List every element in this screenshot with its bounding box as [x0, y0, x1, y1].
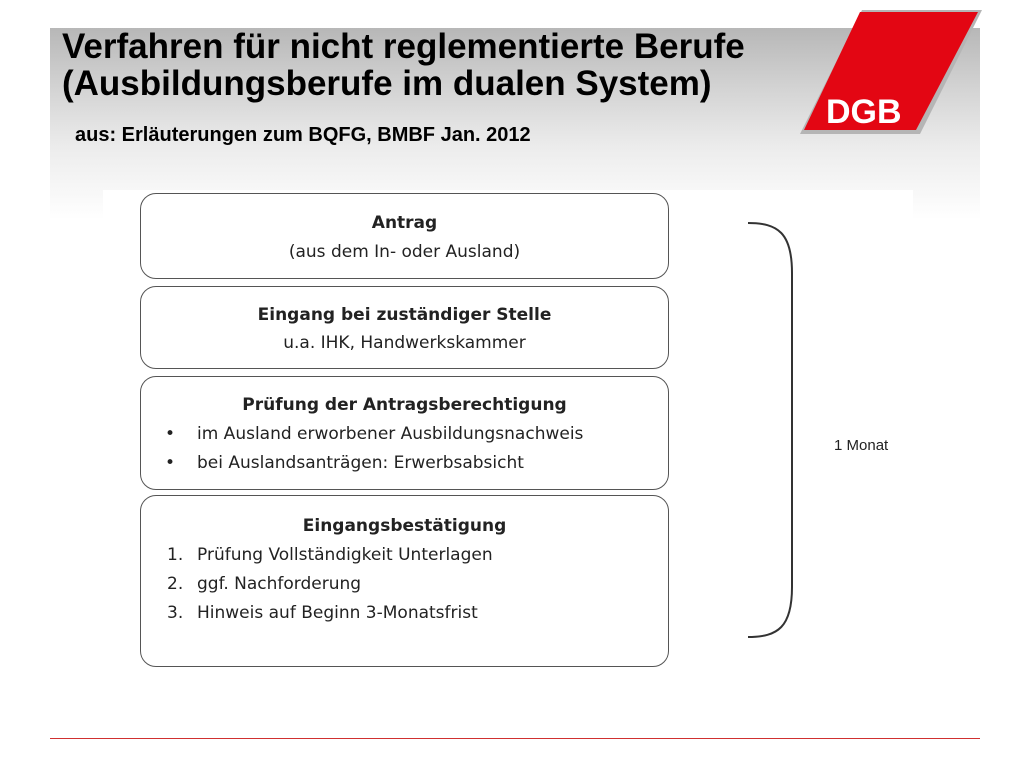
step-title: Antrag	[371, 213, 438, 233]
list-number: 2.	[167, 574, 184, 594]
list-item-text: Hinweis auf Beginn 3-Monatsfrist	[197, 603, 478, 623]
bullet-icon: •	[165, 424, 176, 444]
bullet-list	[141, 420, 668, 478]
list-item-text: bei Auslandsanträgen: Erwerbsabsicht	[197, 453, 524, 473]
list-item	[167, 599, 668, 628]
list-item	[167, 541, 668, 570]
page-subtitle: aus: Erläuterungen zum BQFG, BMBF Jan. 2012	[75, 124, 531, 146]
step-title: Prüfung der Antragsberechtigung	[242, 395, 567, 415]
step-box-antrag	[140, 193, 669, 279]
list-item	[165, 420, 668, 449]
list-item-text: im Ausland erworbener Ausbildungsnachweis	[197, 424, 584, 444]
logo-text: DGB	[826, 93, 902, 131]
duration-label: 1 Monat	[834, 437, 889, 454]
bullet-icon: •	[165, 453, 176, 473]
list-number: 1.	[167, 545, 184, 565]
list-number: 3.	[167, 603, 184, 623]
numbered-list	[141, 541, 668, 628]
list-item	[167, 570, 668, 599]
page-title	[62, 28, 745, 102]
title-line-1: Verfahren für nicht reglementierte Berufe	[62, 27, 745, 66]
list-item-text: ggf. Nachforderung	[197, 574, 362, 594]
step-text: u.a. IHK, Handwerkskammer	[283, 333, 526, 353]
step-box-eingang	[140, 286, 669, 369]
step-title: Eingangsbestätigung	[302, 516, 507, 536]
right-brace	[740, 215, 800, 645]
title-line-2: (Ausbildungsberufe im dualen System)	[62, 64, 712, 103]
list-item-text: Prüfung Vollständigkeit Unterlagen	[197, 545, 493, 565]
step-box-pruefung	[140, 376, 669, 490]
list-item	[165, 449, 668, 478]
step-title: Eingang bei zuständiger Stelle	[257, 305, 552, 325]
footer-divider	[50, 738, 980, 739]
dgb-logo	[800, 10, 982, 134]
step-text: (aus dem In- oder Ausland)	[288, 242, 521, 262]
step-box-eingangsbestaetigung	[140, 495, 669, 667]
